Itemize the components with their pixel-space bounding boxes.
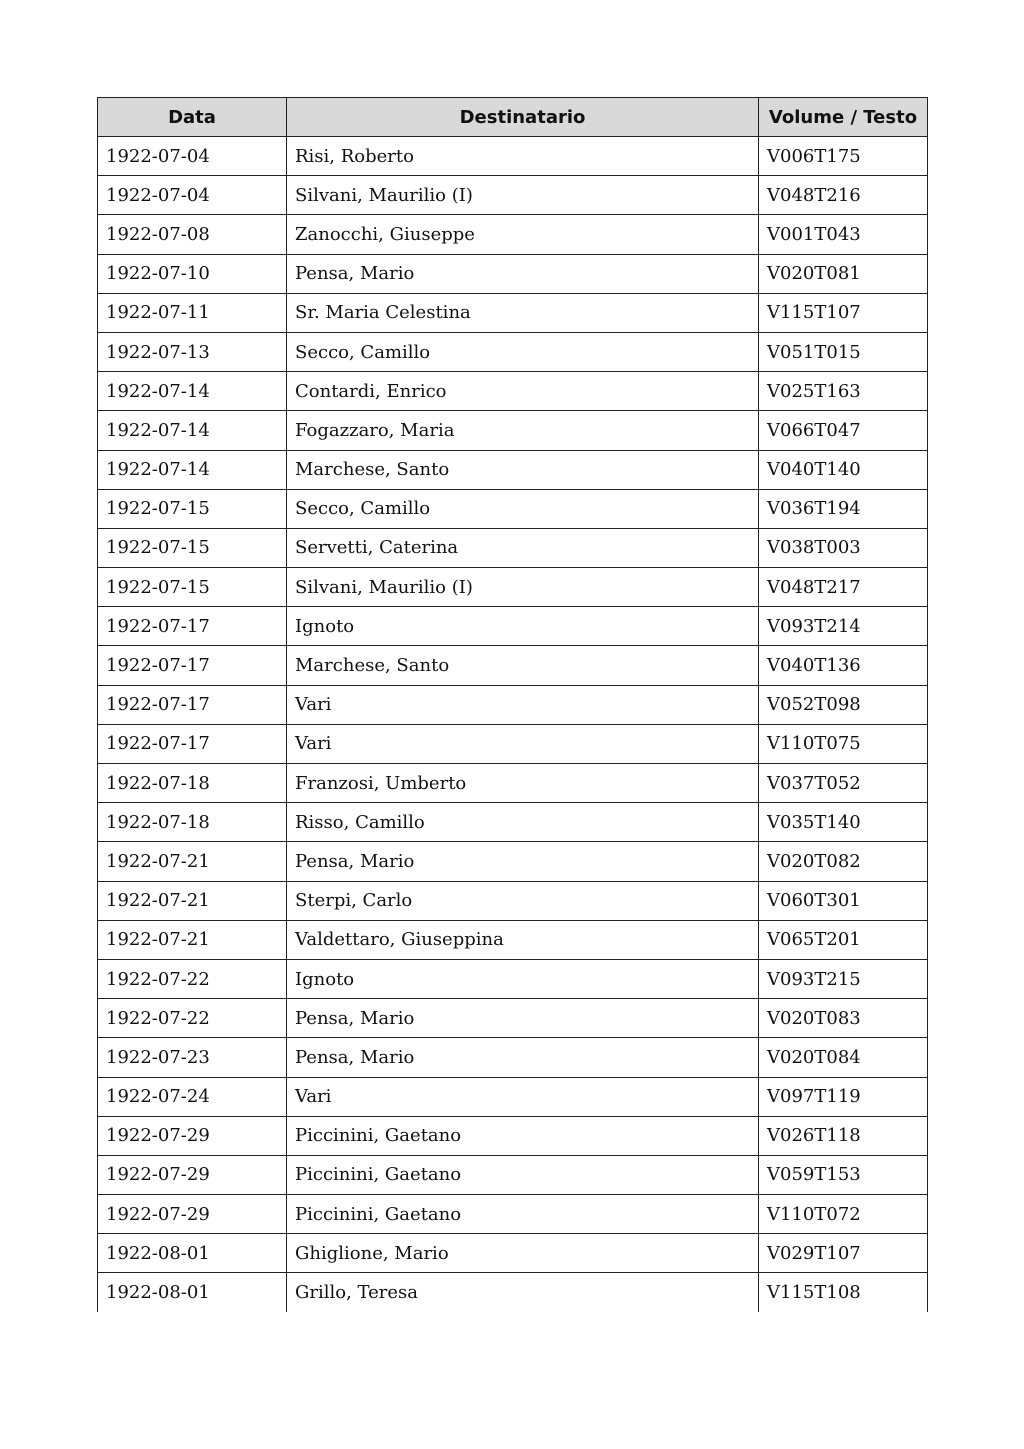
table-row	[98, 1116, 928, 1155]
cell-date: 1922-07-18	[98, 764, 287, 803]
table-row	[98, 450, 928, 489]
cell-volume: V037T052	[759, 764, 928, 803]
cell-recipient: Grillo, Teresa	[287, 1273, 759, 1312]
letters-table	[97, 97, 928, 1312]
cell-volume: V093T214	[759, 607, 928, 646]
cell-volume: V052T098	[759, 685, 928, 724]
table-row	[98, 803, 928, 842]
cell-recipient: Risso, Camillo	[287, 803, 759, 842]
cell-volume: V048T217	[759, 568, 928, 607]
table-row	[98, 137, 928, 176]
table-row	[98, 372, 928, 411]
table-row	[98, 411, 928, 450]
cell-volume: V001T043	[759, 215, 928, 254]
table-row	[98, 293, 928, 332]
cell-recipient: Piccinini, Gaetano	[287, 1195, 759, 1234]
cell-recipient: Pensa, Mario	[287, 1038, 759, 1077]
cell-date: 1922-07-21	[98, 842, 287, 881]
table-row	[98, 1077, 928, 1116]
cell-recipient: Risi, Roberto	[287, 137, 759, 176]
cell-recipient: Zanocchi, Giuseppe	[287, 215, 759, 254]
cell-recipient: Vari	[287, 724, 759, 763]
cell-volume: V020T081	[759, 254, 928, 293]
cell-date: 1922-07-14	[98, 372, 287, 411]
cell-date: 1922-07-23	[98, 1038, 287, 1077]
cell-recipient: Servetti, Caterina	[287, 528, 759, 567]
cell-volume: V048T216	[759, 176, 928, 215]
table-row	[98, 528, 928, 567]
cell-recipient: Secco, Camillo	[287, 332, 759, 371]
cell-recipient: Secco, Camillo	[287, 489, 759, 528]
cell-date: 1922-07-29	[98, 1155, 287, 1194]
table-row	[98, 646, 928, 685]
column-header-recipient: Destinatario	[287, 98, 759, 137]
table-row	[98, 920, 928, 959]
cell-volume: V040T140	[759, 450, 928, 489]
cell-recipient: Vari	[287, 685, 759, 724]
cell-date: 1922-07-10	[98, 254, 287, 293]
table-row	[98, 489, 928, 528]
cell-date: 1922-07-29	[98, 1195, 287, 1234]
cell-volume: V060T301	[759, 881, 928, 920]
cell-date: 1922-07-15	[98, 568, 287, 607]
cell-date: 1922-07-24	[98, 1077, 287, 1116]
cell-recipient: Ignoto	[287, 959, 759, 998]
table-row	[98, 999, 928, 1038]
cell-volume: V097T119	[759, 1077, 928, 1116]
cell-volume: V035T140	[759, 803, 928, 842]
cell-volume: V051T015	[759, 332, 928, 371]
cell-volume: V115T108	[759, 1273, 928, 1312]
cell-recipient: Valdettaro, Giuseppina	[287, 920, 759, 959]
cell-recipient: Ghiglione, Mario	[287, 1234, 759, 1273]
cell-volume: V110T072	[759, 1195, 928, 1234]
table-row	[98, 764, 928, 803]
cell-date: 1922-07-14	[98, 411, 287, 450]
table-row	[98, 842, 928, 881]
cell-volume: V038T003	[759, 528, 928, 567]
table-row	[98, 1195, 928, 1234]
cell-volume: V065T201	[759, 920, 928, 959]
cell-recipient: Piccinini, Gaetano	[287, 1116, 759, 1155]
cell-recipient: Sterpi, Carlo	[287, 881, 759, 920]
table-row	[98, 724, 928, 763]
table-row	[98, 1234, 928, 1273]
table-row	[98, 254, 928, 293]
cell-date: 1922-07-14	[98, 450, 287, 489]
table-row	[98, 959, 928, 998]
cell-date: 1922-07-22	[98, 959, 287, 998]
table-header	[98, 98, 928, 137]
cell-date: 1922-07-17	[98, 646, 287, 685]
cell-recipient: Vari	[287, 1077, 759, 1116]
cell-recipient: Marchese, Santo	[287, 646, 759, 685]
cell-volume: V036T194	[759, 489, 928, 528]
cell-volume: V115T107	[759, 293, 928, 332]
cell-date: 1922-07-29	[98, 1116, 287, 1155]
cell-date: 1922-07-15	[98, 528, 287, 567]
cell-date: 1922-08-01	[98, 1234, 287, 1273]
table-row	[98, 1155, 928, 1194]
cell-recipient: Ignoto	[287, 607, 759, 646]
cell-date: 1922-08-01	[98, 1273, 287, 1312]
cell-date: 1922-07-17	[98, 685, 287, 724]
cell-recipient: Silvani, Maurilio (I)	[287, 568, 759, 607]
table-row	[98, 607, 928, 646]
cell-recipient: Sr. Maria Celestina	[287, 293, 759, 332]
cell-volume: V029T107	[759, 1234, 928, 1273]
table-row	[98, 1038, 928, 1077]
cell-volume: V006T175	[759, 137, 928, 176]
cell-volume: V020T084	[759, 1038, 928, 1077]
cell-recipient: Franzosi, Umberto	[287, 764, 759, 803]
cell-volume: V025T163	[759, 372, 928, 411]
cell-date: 1922-07-21	[98, 920, 287, 959]
table-row	[98, 685, 928, 724]
cell-date: 1922-07-17	[98, 607, 287, 646]
cell-date: 1922-07-17	[98, 724, 287, 763]
cell-volume: V059T153	[759, 1155, 928, 1194]
cell-date: 1922-07-11	[98, 293, 287, 332]
cell-volume: V020T082	[759, 842, 928, 881]
cell-date: 1922-07-04	[98, 176, 287, 215]
cell-date: 1922-07-15	[98, 489, 287, 528]
cell-volume: V093T215	[759, 959, 928, 998]
table-row	[98, 176, 928, 215]
cell-date: 1922-07-22	[98, 999, 287, 1038]
table-row	[98, 215, 928, 254]
column-header-volume: Volume / Testo	[759, 98, 928, 137]
cell-volume: V040T136	[759, 646, 928, 685]
cell-volume: V020T083	[759, 999, 928, 1038]
cell-recipient: Fogazzaro, Maria	[287, 411, 759, 450]
cell-recipient: Pensa, Mario	[287, 842, 759, 881]
table-row	[98, 332, 928, 371]
cell-date: 1922-07-13	[98, 332, 287, 371]
cell-date: 1922-07-04	[98, 137, 287, 176]
cell-date: 1922-07-18	[98, 803, 287, 842]
cell-date: 1922-07-21	[98, 881, 287, 920]
cell-recipient: Pensa, Mario	[287, 999, 759, 1038]
header-row	[98, 98, 928, 137]
cell-recipient: Silvani, Maurilio (I)	[287, 176, 759, 215]
table-row	[98, 568, 928, 607]
cell-volume: V110T075	[759, 724, 928, 763]
column-header-date: Data	[98, 98, 287, 137]
cell-recipient: Pensa, Mario	[287, 254, 759, 293]
cell-recipient: Contardi, Enrico	[287, 372, 759, 411]
cell-volume: V026T118	[759, 1116, 928, 1155]
cell-date: 1922-07-08	[98, 215, 287, 254]
cell-volume: V066T047	[759, 411, 928, 450]
cell-recipient: Piccinini, Gaetano	[287, 1155, 759, 1194]
table-row	[98, 881, 928, 920]
table-row	[98, 1273, 928, 1312]
table-body	[98, 137, 928, 1313]
cell-recipient: Marchese, Santo	[287, 450, 759, 489]
